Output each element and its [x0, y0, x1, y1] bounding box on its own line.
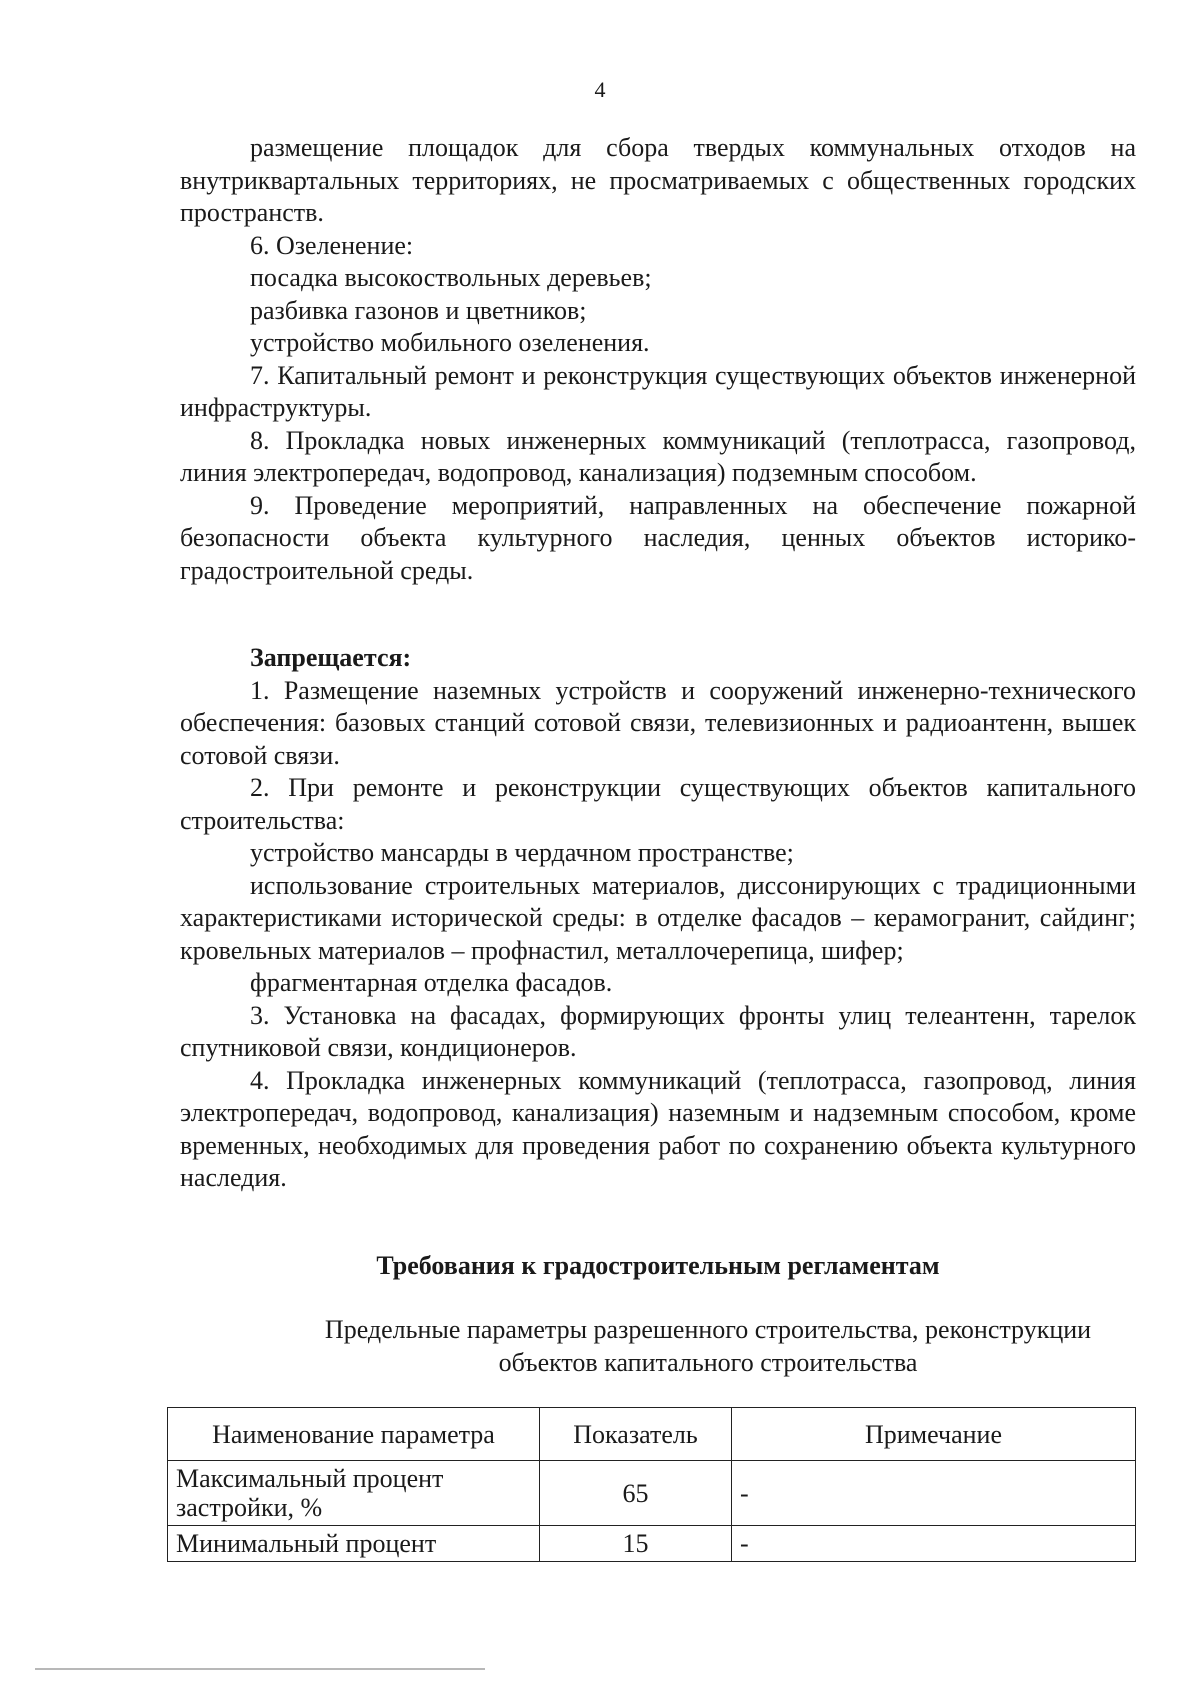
parameters-table: [167, 1407, 1136, 1562]
table-row: [168, 1461, 1136, 1526]
paragraph: 4. Прокладка инженерных коммуникаций (теплотрасса, газопровод, линия электропередач, водопровод, канализация) наземным и надземным способом, кроме временных, необходимых для проведения работ по сохранению объекта культурного наследия.: [180, 1065, 1136, 1192]
table-cell-name: Максимальный процент застройки, %: [168, 1461, 540, 1526]
paragraph: 6. Озеленение:: [250, 230, 414, 260]
text-block-permitted: [180, 132, 1136, 587]
paragraph: 1. Размещение наземных устройств и сооружений инженерно-технического обеспечения: базовых станций сотовой связи, телевизионных и радиоантенн, вышек сотовой связи.: [180, 675, 1136, 770]
paragraph: устройство мобильного озеленения.: [250, 328, 650, 357]
table-caption-line: объектов капитального строительства: [498, 1348, 918, 1377]
paragraph: устройство мансарды в чердачном пространстве;: [250, 838, 794, 867]
table-caption-line: Предельные параметры разрешенного строительства, реконструкции: [324, 1315, 1092, 1344]
text-block-prohibited: [180, 642, 1136, 1195]
prohibited-heading: Запрещается:: [250, 643, 412, 672]
page-number: 4: [594, 77, 606, 102]
paragraph: 9. Проведение мероприятий, направленных на обеспечение пожарной безопасности объекта культурного наследия, ценных объектов историко-градостроительной среды.: [180, 490, 1136, 585]
paragraph: 2. При ремонте и реконструкции существующих объектов капитального строительства:: [180, 773, 1136, 835]
table-row: [168, 1526, 1136, 1562]
table-cell-note: -: [732, 1526, 1136, 1562]
table-caption: [180, 1313, 1136, 1379]
column-header-name: Наименование параметра: [168, 1408, 540, 1461]
table-cell-name: Минимальный процент: [168, 1526, 540, 1562]
table-cell-value: 15: [540, 1526, 732, 1562]
paragraph: размещение площадок для сбора твердых коммунальных отходов на внутриквартальных территориях, не просматриваемых с общественных городских пространств.: [180, 133, 1136, 227]
paragraph: 3. Установка на фасадах, формирующих фронты улиц телеантенн, тарелок спутниковой связи, кондиционеров.: [180, 1000, 1136, 1062]
paragraph: 8. Прокладка новых инженерных коммуникаций (теплотрасса, газопровод, линия электропередач, водопровод, канализация) подземным способом.: [180, 425, 1136, 487]
table-cell-value: 65: [540, 1461, 732, 1526]
paragraph: 7. Капитальный ремонт и реконструкция существующих объектов инженерной инфраструктуры.: [180, 360, 1136, 422]
section-heading: Требования к градостроительным регламентам: [376, 1251, 940, 1280]
paragraph: разбивка газонов и цветников;: [250, 295, 587, 325]
paragraph: фрагментарная отделка фасадов.: [250, 968, 613, 997]
column-header-value: Показатель: [540, 1408, 732, 1461]
paragraph: использование строительных материалов, диссонирующих с традиционными характеристиками исторической среды: в отделке фасадов – керамогранит, сайдинг; кровельных материалов – профнастил, металлочерепица, шифер;: [180, 870, 1136, 965]
page-bottom-rule: [35, 1668, 485, 1670]
table-cell-note: -: [732, 1461, 1136, 1526]
column-header-note: Примечание: [732, 1408, 1136, 1461]
table-header-row: [168, 1408, 1136, 1461]
paragraph: посадка высокоствольных деревьев;: [250, 263, 652, 292]
